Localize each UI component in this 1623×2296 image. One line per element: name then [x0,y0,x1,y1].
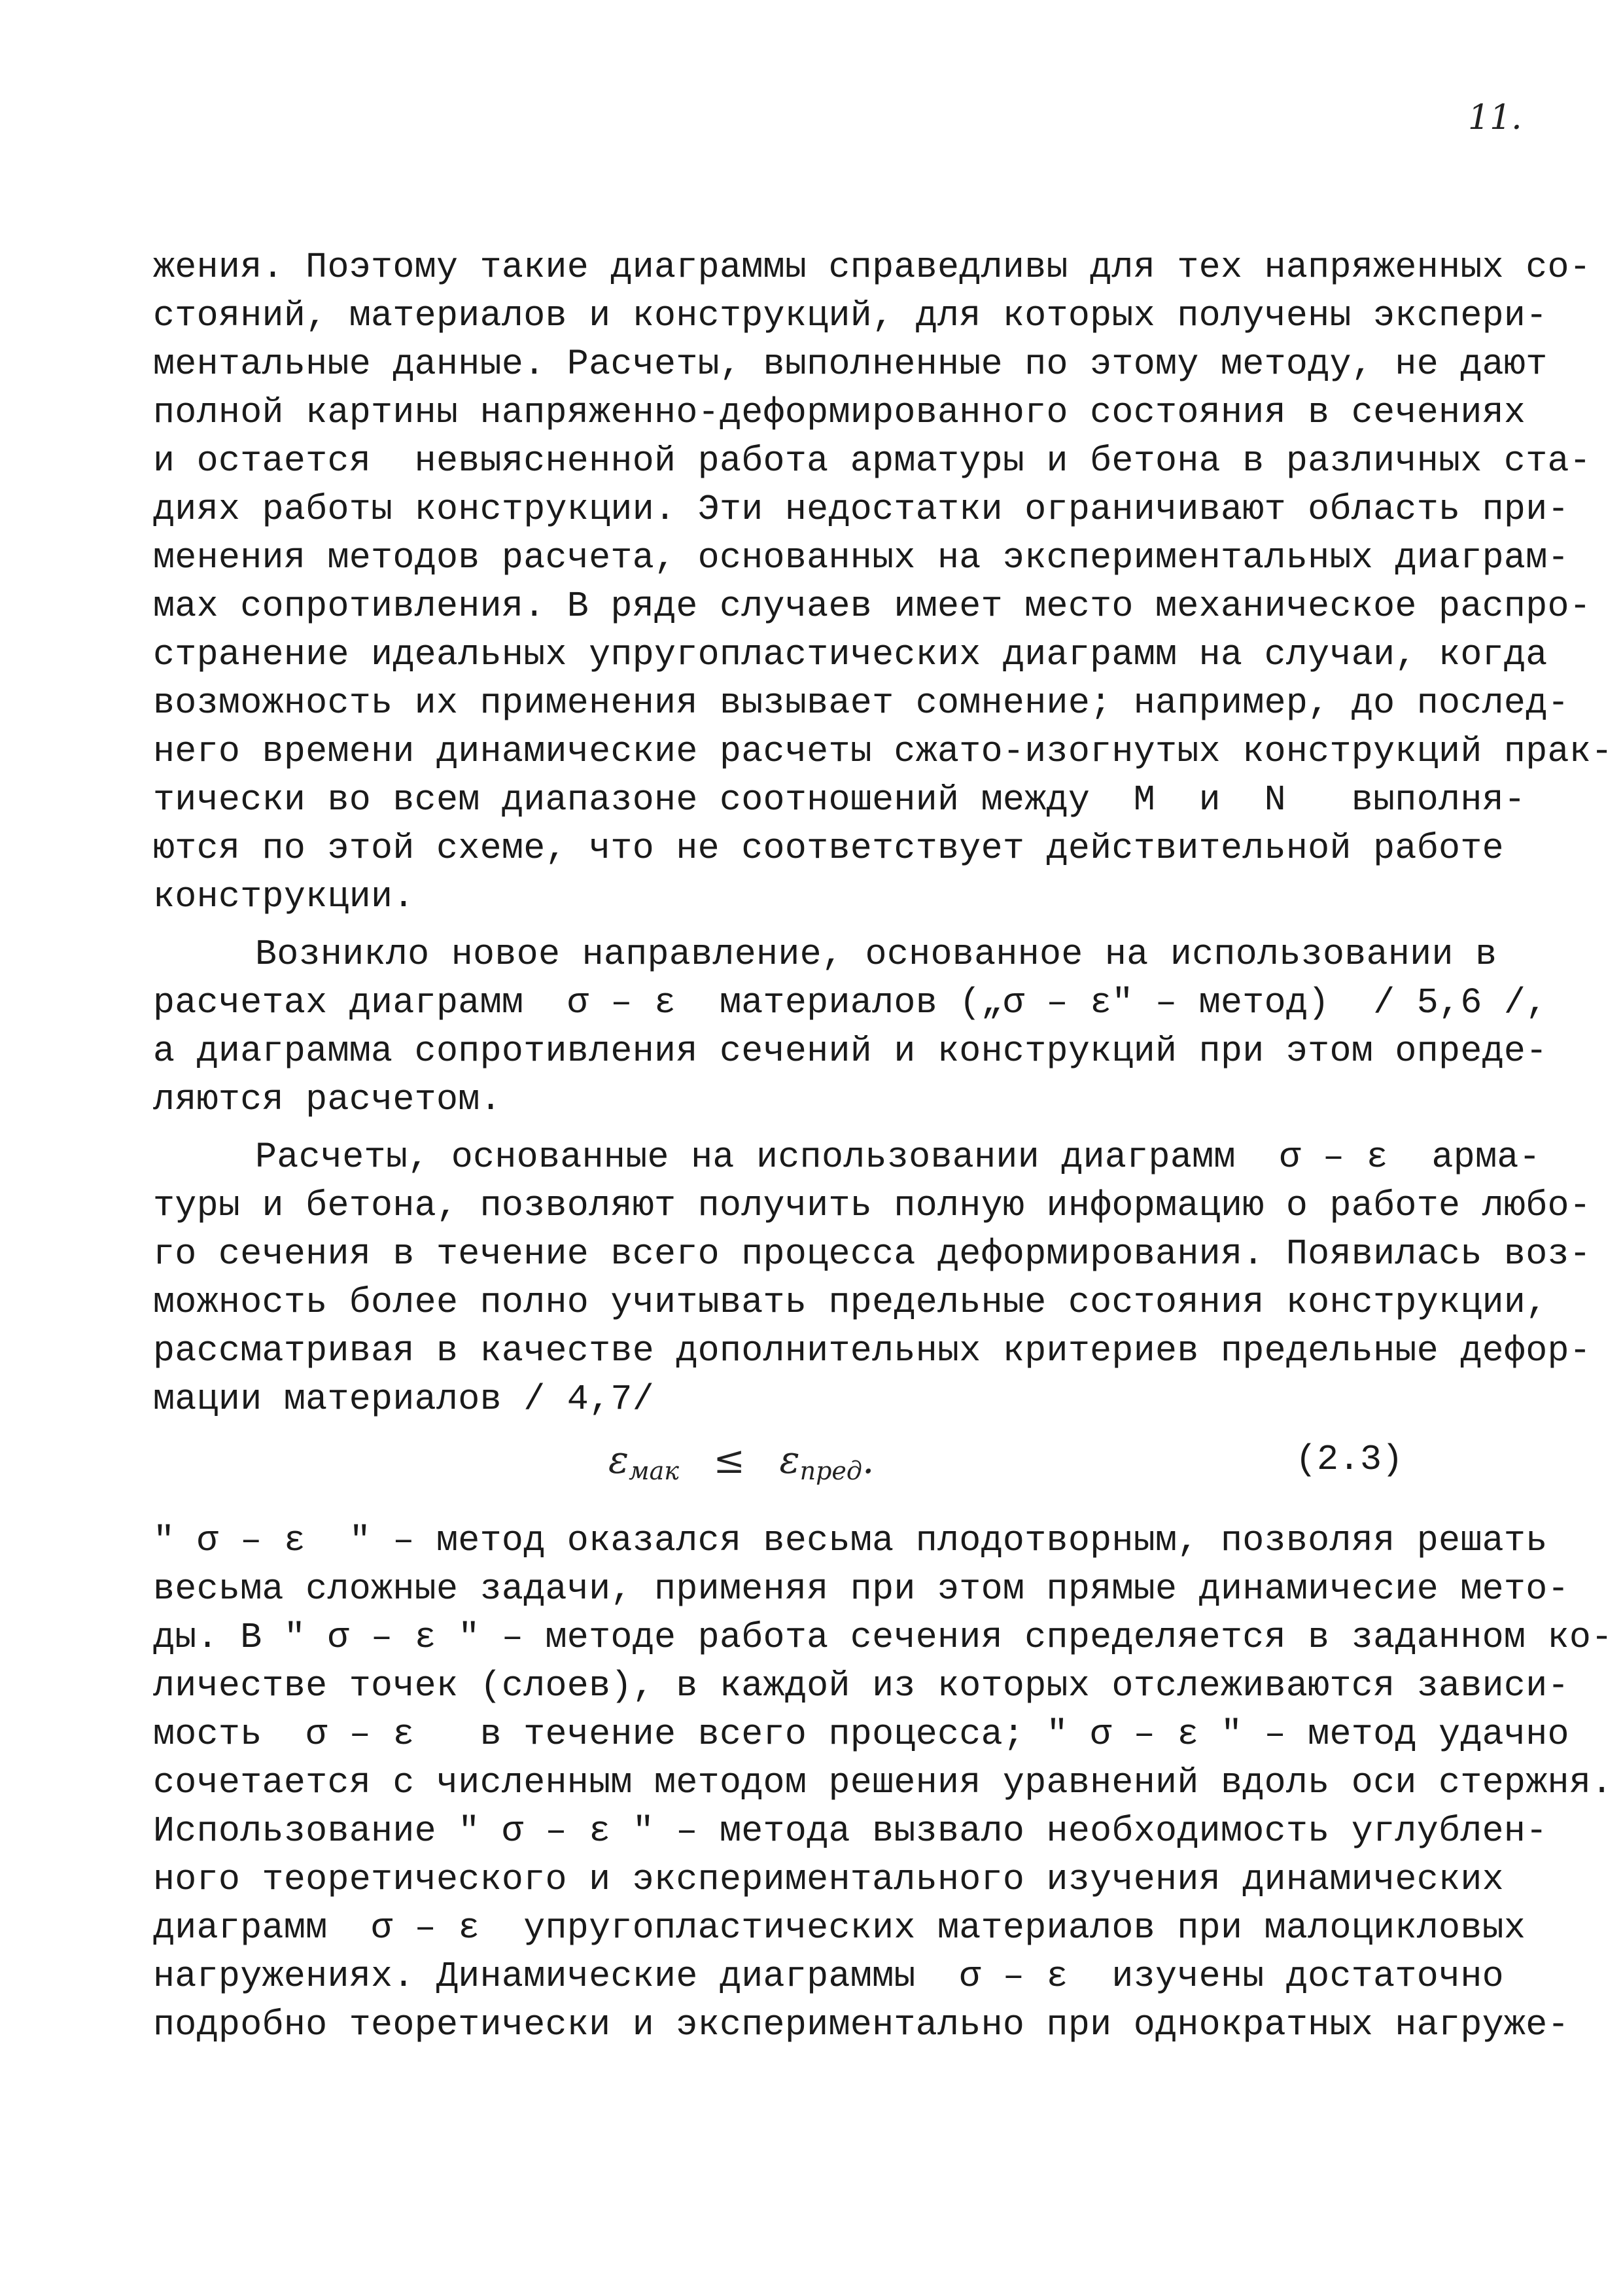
text-line: и остается невыясненной работа арматуры и бетона в различных ста- [153,440,1592,482]
equation-number: (2.3) [1295,1439,1404,1480]
text-line: менения методов расчета, основанных на экспериментальных диаграм- [153,537,1569,578]
text-line-indented: Возникло новое направление, основанное на использовании в [255,934,1497,975]
text-line: конструкции. [153,876,415,917]
equation-rhs-subscript: пред [799,1457,862,1485]
text-line: подробно теоретически и экспериментально при однократных нагруже- [153,2004,1569,2045]
text-line: стояний, материалов и конструкций, для которых получены экспери- [153,295,1548,336]
text-line: можность более полно учитывать предельные состояния конструкции, [153,1282,1548,1323]
text-line: го сечения в течение всего процесса деформирования. Появилась воз- [153,1233,1592,1275]
text-line: возможность их применения вызывает сомнение; например, до послед- [153,682,1569,724]
text-line: Использование " σ – ε " – метода вызвало необходимость углублен- [153,1810,1548,1852]
text-line: весьма сложные задачи, применяя при этом прямые динамичесие мето- [153,1568,1569,1610]
text-line: диях работы конструкции. Эти недостатки ограничивают область при- [153,489,1569,530]
text-line: мации материалов / 4,7/ [153,1379,655,1420]
text-line-indented: Расчеты, основанные на использовании диаграмм σ – ε арма- [255,1137,1541,1178]
text-line: ного теоретического и экспериментального изучения динамических [153,1859,1504,1900]
text-line: ются по этой схеме, что не соответствует действительной работе [153,828,1504,869]
text-line: нагружениях. Динамические диаграммы σ – ε изучены достаточно [153,1956,1504,1997]
text-line: тически во всем диапазоне соотношений между М и N выполня- [153,779,1526,821]
text-line: а диаграмма сопротивления сечений и конструкций при этом опреде- [153,1031,1548,1072]
text-line: личестве точек (слоев), в каждой из которых отслеживаются зависи- [153,1665,1569,1706]
text-line: рассматривая в качестве дополнительных критериев предельные дефор- [153,1330,1592,1371]
text-line: расчетах диаграмм σ – ε материалов („σ – ε" – метод) / 5,6 /, [153,982,1548,1023]
text-line: мах сопротивления. В ряде случаев имеет место механическое распро- [153,586,1592,627]
text-line: туры и бетона, позволяют получить полную информацию о работе любо- [153,1185,1592,1226]
equation-lhs-subscript: мак [629,1457,679,1485]
text-line: ментальные данные. Расчеты, выполненные по этому методу, не дают [153,344,1548,385]
page-number: 11. [1468,98,1522,137]
equation-2-3 [608,1430,874,1489]
text-line: мость σ – ε в течение всего процесса; " σ – ε " – метод удачно [153,1714,1569,1755]
text-line: странение идеальных упругопластических диаграмм на случаи, когда [153,634,1548,675]
text-line: жения. Поэтому такие диаграммы справедливы для тех напряженных со- [153,247,1592,288]
equation-rhs-symbol: ε [779,1438,800,1482]
text-line: ды. В " σ – ε " – методе работа сечения спределяется в заданном ко- [153,1617,1613,1658]
text-line: него времени динамические расчеты сжато-изогнутых конструкций прак- [153,731,1613,772]
text-line: сочетается с численным методом решения уравнений вдоль оси стержня. [153,1762,1613,1803]
equation-tail: . [862,1438,875,1482]
text-line: " σ – ε " – метод оказался весьма плодотворным, позволяя решать [153,1520,1548,1561]
text-line: диаграмм σ – ε упругопластических материалов при малоцикловых [153,1907,1526,1949]
equation-relation: ≤ [713,1438,746,1482]
text-line: ляются расчетом. [153,1079,502,1120]
text-line: полной картины напряженно-деформированного состояния в сечениях [153,392,1526,433]
equation-lhs-symbol: ε [608,1438,629,1482]
